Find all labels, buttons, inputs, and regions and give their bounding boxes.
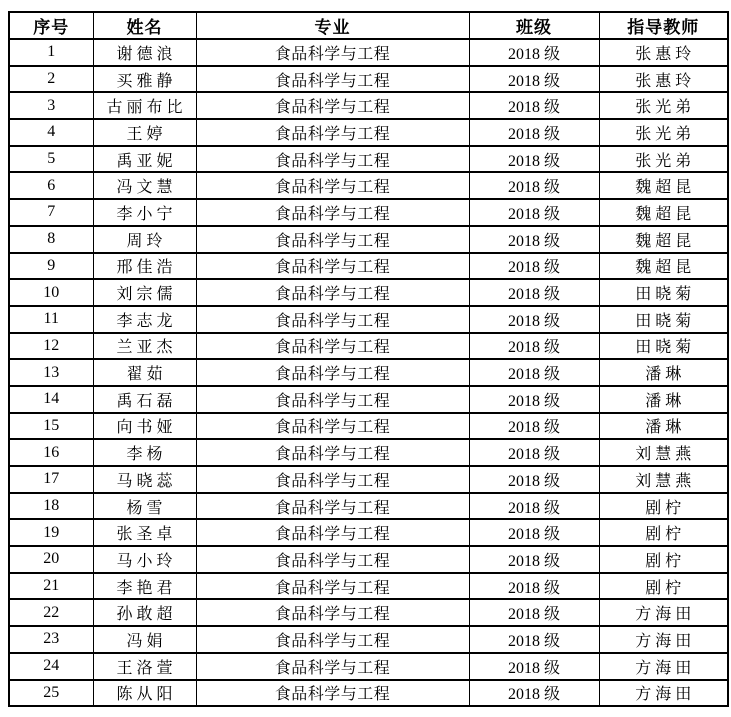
cell-class: 2018 级 <box>469 92 599 119</box>
cell-teacher: 魏超昆 <box>599 226 728 253</box>
cell-major: 食品科学与工程 <box>196 386 469 413</box>
cell-index: 21 <box>9 573 93 600</box>
cell-class: 2018 级 <box>469 466 599 493</box>
cell-major: 食品科学与工程 <box>196 146 469 173</box>
table-row <box>9 519 728 546</box>
cell-teacher: 田晓菊 <box>599 279 728 306</box>
table-row <box>9 333 728 360</box>
cell-index: 1 <box>9 39 93 66</box>
cell-teacher: 剧柠 <box>599 573 728 600</box>
table-row <box>9 626 728 653</box>
cell-major: 食品科学与工程 <box>196 333 469 360</box>
cell-index: 6 <box>9 172 93 199</box>
table-row <box>9 279 728 306</box>
cell-class: 2018 级 <box>469 39 599 66</box>
cell-major: 食品科学与工程 <box>196 306 469 333</box>
table-row <box>9 413 728 440</box>
cell-index: 10 <box>9 279 93 306</box>
column-header-teacher: 指导教师 <box>599 12 728 39</box>
cell-class: 2018 级 <box>469 519 599 546</box>
cell-major: 食品科学与工程 <box>196 226 469 253</box>
cell-name: 谢德浪 <box>93 39 196 66</box>
cell-name: 李艳君 <box>93 573 196 600</box>
cell-major: 食品科学与工程 <box>196 599 469 626</box>
cell-class: 2018 级 <box>469 626 599 653</box>
cell-teacher: 方海田 <box>599 626 728 653</box>
cell-name: 周玲 <box>93 226 196 253</box>
cell-name: 马小玲 <box>93 546 196 573</box>
cell-index: 12 <box>9 333 93 360</box>
table-row <box>9 653 728 680</box>
table-row <box>9 359 728 386</box>
cell-class: 2018 级 <box>469 146 599 173</box>
table-row <box>9 199 728 226</box>
cell-teacher: 张光弟 <box>599 119 728 146</box>
cell-teacher: 剧柠 <box>599 519 728 546</box>
cell-major: 食品科学与工程 <box>196 92 469 119</box>
cell-index: 13 <box>9 359 93 386</box>
cell-teacher: 魏超昆 <box>599 253 728 280</box>
cell-name: 王洛萱 <box>93 653 196 680</box>
cell-name: 李志龙 <box>93 306 196 333</box>
student-roster-table <box>8 11 729 707</box>
cell-major: 食品科学与工程 <box>196 439 469 466</box>
table-row <box>9 386 728 413</box>
cell-index: 3 <box>9 92 93 119</box>
table-row <box>9 466 728 493</box>
cell-name: 陈从阳 <box>93 680 196 707</box>
cell-index: 18 <box>9 493 93 520</box>
column-header-class: 班级 <box>469 12 599 39</box>
table-row <box>9 599 728 626</box>
cell-name: 杨雪 <box>93 493 196 520</box>
cell-name: 买雅静 <box>93 66 196 93</box>
cell-major: 食品科学与工程 <box>196 119 469 146</box>
cell-major: 食品科学与工程 <box>196 279 469 306</box>
cell-name: 邢佳浩 <box>93 253 196 280</box>
table-row <box>9 253 728 280</box>
cell-name: 翟茹 <box>93 359 196 386</box>
cell-index: 20 <box>9 546 93 573</box>
cell-name: 李杨 <box>93 439 196 466</box>
table-row <box>9 146 728 173</box>
cell-class: 2018 级 <box>469 279 599 306</box>
cell-teacher: 张光弟 <box>599 92 728 119</box>
cell-teacher: 田晓菊 <box>599 333 728 360</box>
cell-name: 刘宗儒 <box>93 279 196 306</box>
cell-index: 7 <box>9 199 93 226</box>
table-row <box>9 573 728 600</box>
cell-major: 食品科学与工程 <box>196 519 469 546</box>
cell-teacher: 刘慧燕 <box>599 439 728 466</box>
cell-major: 食品科学与工程 <box>196 172 469 199</box>
cell-index: 14 <box>9 386 93 413</box>
cell-class: 2018 级 <box>469 599 599 626</box>
table-row <box>9 439 728 466</box>
cell-class: 2018 级 <box>469 66 599 93</box>
cell-index: 16 <box>9 439 93 466</box>
cell-major: 食品科学与工程 <box>196 653 469 680</box>
cell-class: 2018 级 <box>469 226 599 253</box>
cell-class: 2018 级 <box>469 653 599 680</box>
cell-teacher: 方海田 <box>599 680 728 707</box>
cell-class: 2018 级 <box>469 413 599 440</box>
cell-teacher: 方海田 <box>599 653 728 680</box>
cell-class: 2018 级 <box>469 680 599 707</box>
cell-teacher: 潘琳 <box>599 386 728 413</box>
cell-major: 食品科学与工程 <box>196 626 469 653</box>
cell-name: 兰亚杰 <box>93 333 196 360</box>
cell-teacher: 刘慧燕 <box>599 466 728 493</box>
table-row <box>9 546 728 573</box>
cell-class: 2018 级 <box>469 199 599 226</box>
cell-major: 食品科学与工程 <box>196 546 469 573</box>
cell-teacher: 张惠玲 <box>599 39 728 66</box>
cell-name: 向书娅 <box>93 413 196 440</box>
table-header-row <box>9 12 728 39</box>
cell-major: 食品科学与工程 <box>196 253 469 280</box>
cell-teacher: 田晓菊 <box>599 306 728 333</box>
cell-name: 禹亚妮 <box>93 146 196 173</box>
cell-major: 食品科学与工程 <box>196 359 469 386</box>
table-body <box>9 39 728 706</box>
table-row <box>9 493 728 520</box>
cell-name: 冯娟 <box>93 626 196 653</box>
cell-major: 食品科学与工程 <box>196 39 469 66</box>
cell-teacher: 方海田 <box>599 599 728 626</box>
cell-major: 食品科学与工程 <box>196 573 469 600</box>
cell-teacher: 张惠玲 <box>599 66 728 93</box>
cell-class: 2018 级 <box>469 493 599 520</box>
cell-class: 2018 级 <box>469 253 599 280</box>
table-row <box>9 306 728 333</box>
cell-name: 孙敢超 <box>93 599 196 626</box>
cell-major: 食品科学与工程 <box>196 199 469 226</box>
cell-class: 2018 级 <box>469 119 599 146</box>
cell-teacher: 张光弟 <box>599 146 728 173</box>
cell-class: 2018 级 <box>469 546 599 573</box>
cell-major: 食品科学与工程 <box>196 66 469 93</box>
cell-index: 23 <box>9 626 93 653</box>
cell-index: 2 <box>9 66 93 93</box>
cell-index: 24 <box>9 653 93 680</box>
cell-name: 古丽布比 <box>93 92 196 119</box>
cell-teacher: 魏超昆 <box>599 172 728 199</box>
table-row <box>9 226 728 253</box>
cell-class: 2018 级 <box>469 306 599 333</box>
cell-teacher: 剧柠 <box>599 546 728 573</box>
cell-class: 2018 级 <box>469 573 599 600</box>
cell-major: 食品科学与工程 <box>196 493 469 520</box>
cell-teacher: 剧柠 <box>599 493 728 520</box>
cell-index: 4 <box>9 119 93 146</box>
cell-index: 17 <box>9 466 93 493</box>
cell-index: 11 <box>9 306 93 333</box>
cell-major: 食品科学与工程 <box>196 413 469 440</box>
cell-index: 5 <box>9 146 93 173</box>
cell-major: 食品科学与工程 <box>196 466 469 493</box>
cell-name: 王婷 <box>93 119 196 146</box>
cell-class: 2018 级 <box>469 333 599 360</box>
table-row <box>9 92 728 119</box>
column-header-index: 序号 <box>9 12 93 39</box>
table-row <box>9 680 728 707</box>
cell-teacher: 魏超昆 <box>599 199 728 226</box>
table-row <box>9 66 728 93</box>
cell-major: 食品科学与工程 <box>196 680 469 707</box>
cell-index: 25 <box>9 680 93 707</box>
cell-name: 马晓蕊 <box>93 466 196 493</box>
cell-name: 冯文慧 <box>93 172 196 199</box>
table-row <box>9 39 728 66</box>
cell-name: 李小宁 <box>93 199 196 226</box>
cell-name: 张圣卓 <box>93 519 196 546</box>
cell-index: 9 <box>9 253 93 280</box>
cell-index: 19 <box>9 519 93 546</box>
cell-class: 2018 级 <box>469 172 599 199</box>
cell-name: 禹石磊 <box>93 386 196 413</box>
cell-teacher: 潘琳 <box>599 359 728 386</box>
cell-index: 22 <box>9 599 93 626</box>
cell-class: 2018 级 <box>469 359 599 386</box>
cell-index: 15 <box>9 413 93 440</box>
table-row <box>9 119 728 146</box>
cell-teacher: 潘琳 <box>599 413 728 440</box>
table-row <box>9 172 728 199</box>
cell-index: 8 <box>9 226 93 253</box>
column-header-major: 专业 <box>196 12 469 39</box>
cell-class: 2018 级 <box>469 386 599 413</box>
column-header-name: 姓名 <box>93 12 196 39</box>
cell-class: 2018 级 <box>469 439 599 466</box>
